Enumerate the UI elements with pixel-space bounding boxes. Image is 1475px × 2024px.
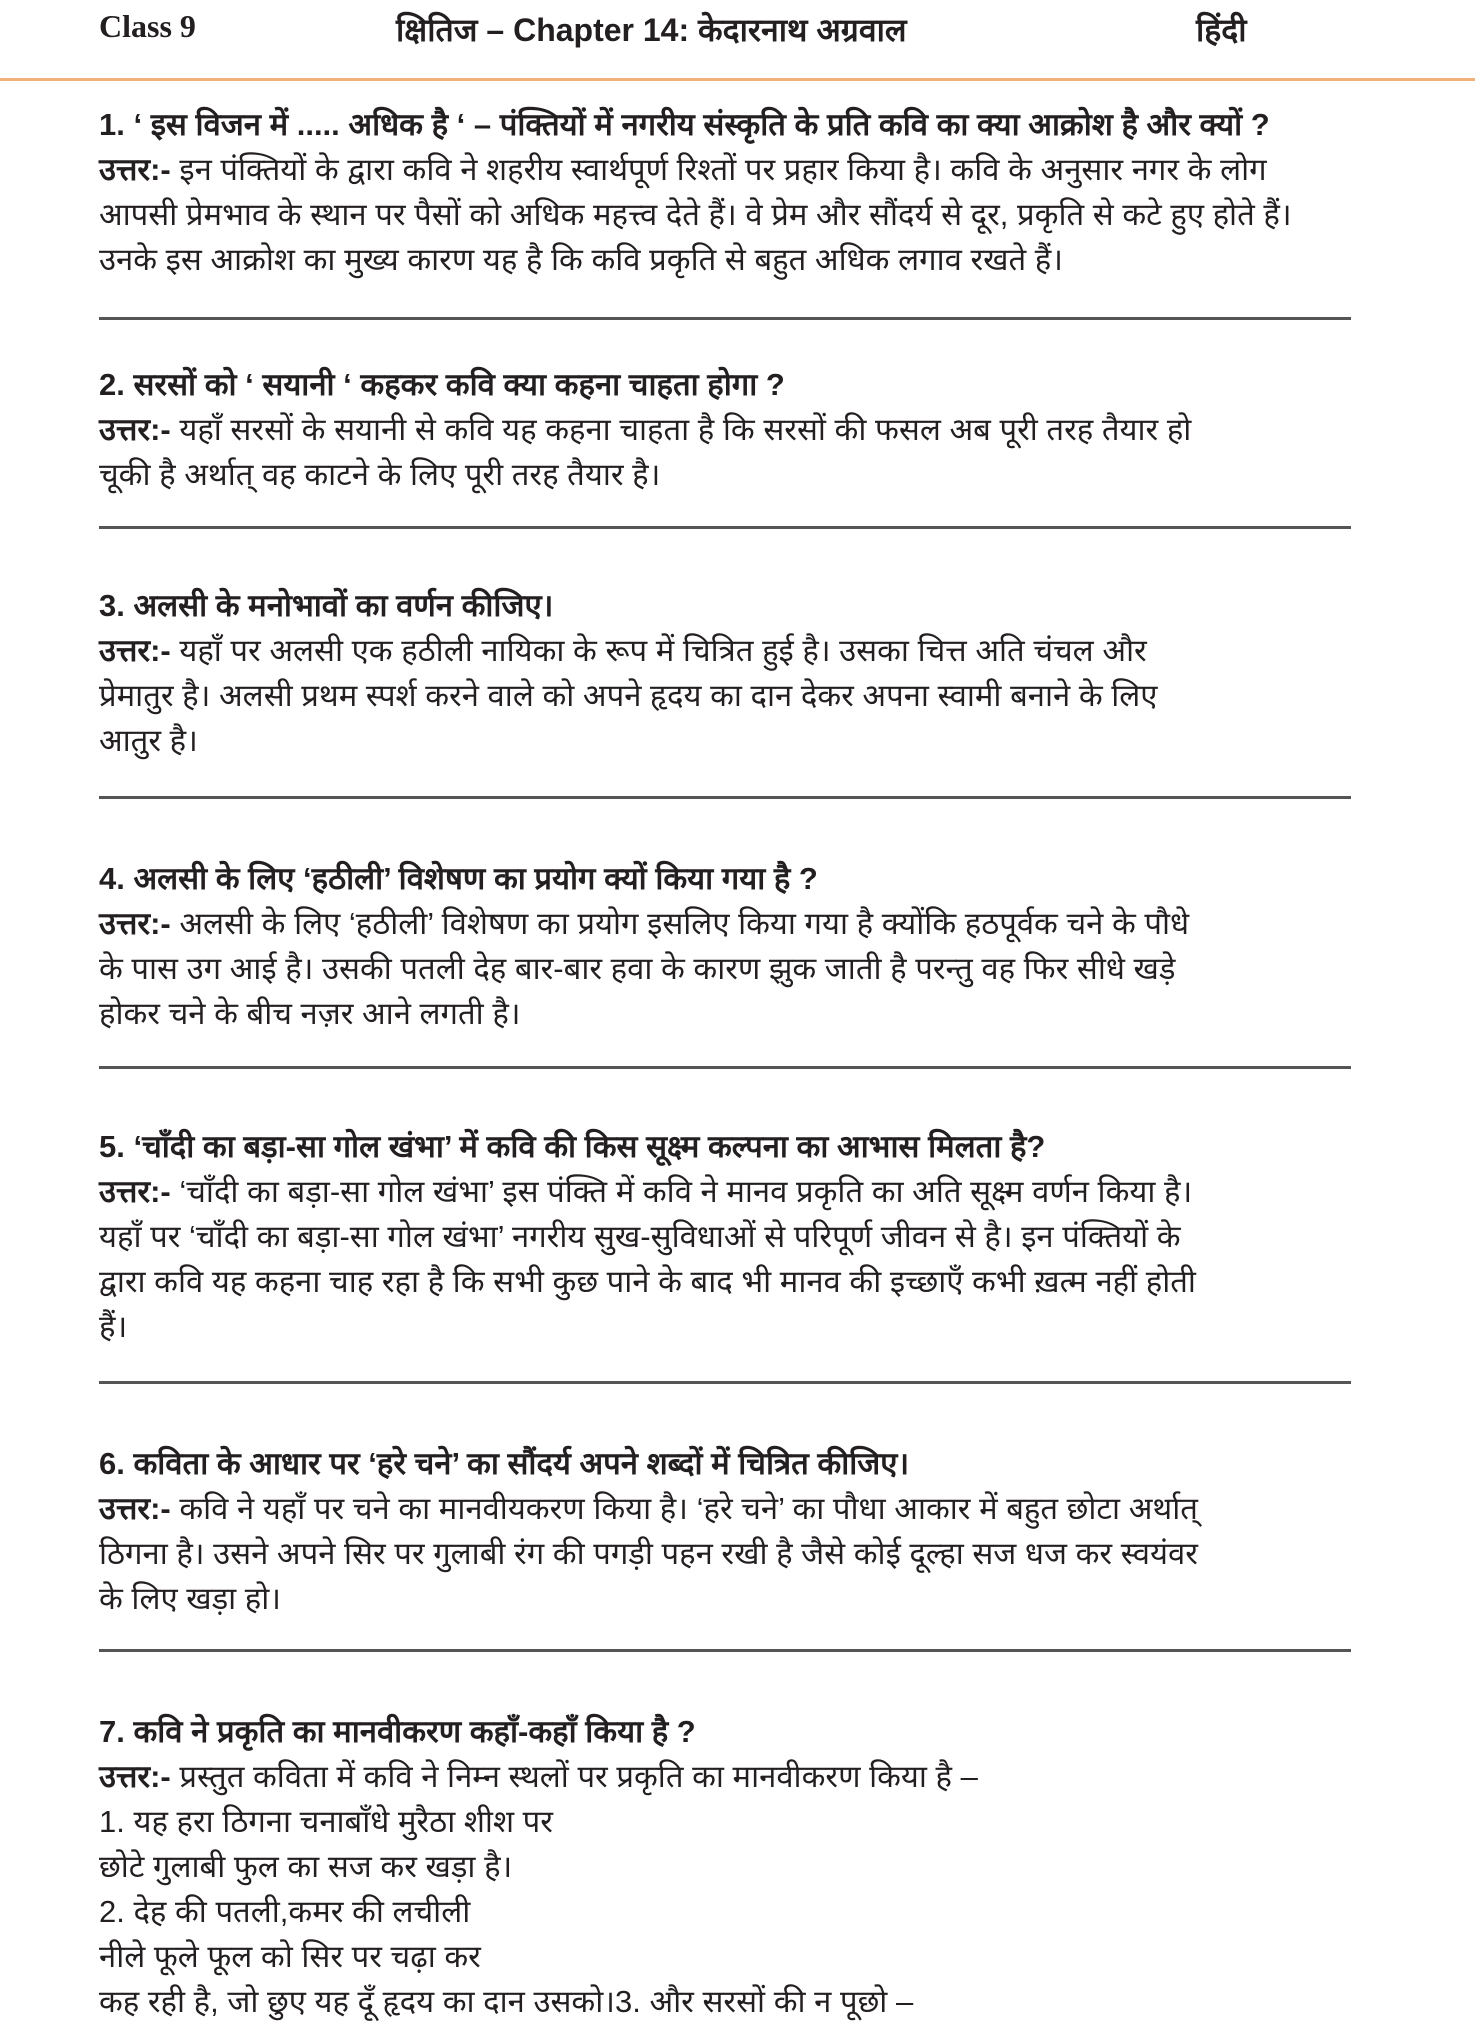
question-text: 7. कवि ने प्रकृति का मानवीकरण कहाँ-कहाँ किया है ? <box>99 1714 696 1749</box>
header-subject: हिंदी <box>1196 12 1247 48</box>
answer-line <box>99 901 1359 946</box>
header-class: Class 9 <box>99 8 196 44</box>
question-text: 4. अलसी के लिए ‘हठीली’ विशेषण का प्रयोग क्यों किया गया है ? <box>99 861 818 896</box>
answer-line: 2. देह की पतली,कमर की लचीली <box>99 1894 471 1929</box>
answer-text: यहाँ सरसों के सयानी से कवि यह कहना चाहता है कि सरसों की फसल अब पूरी तरह तैयार हो <box>170 412 1192 447</box>
section-divider <box>99 1381 1351 1384</box>
answer-text: कवि ने यहाँ पर चने का मानवीयकरण किया है। ‘हरे चने’ का पौधा आकार में बहुत छोटा अर्थात् <box>170 1491 1198 1526</box>
question-block <box>99 583 1359 763</box>
answer-text: प्रस्तुत कविता में कवि ने निम्न स्थलों पर प्रकृति का मानवीकरण किया है – <box>170 1759 978 1794</box>
question-text: 5. ‘चाँदी का बड़ा-सा गोल खंभा’ में कवि की किस सूक्ष्म कल्पना का आभास मिलता है? <box>99 1129 1046 1164</box>
answer-line: नीले फूले फूल को सिर पर चढ़ा कर <box>99 1939 481 1974</box>
answer-line: उनके इस आक्रोश का मुख्य कारण यह है कि कवि प्रकृति से बहुत अधिक लगाव रखते हैं। <box>99 242 1063 277</box>
answer-line <box>99 1754 1359 1799</box>
answer-line: चूकी है अर्थात् वह काटने के लिए पूरी तरह तैयार है। <box>99 457 661 492</box>
answer-line: हैं। <box>99 1309 128 1344</box>
question-block <box>99 362 1359 497</box>
answer-label: उत्तर:- <box>99 633 171 668</box>
section-divider <box>99 526 1351 529</box>
answer-line: ठिगना है। उसने अपने सिर पर गुलाबी रंग की पगड़ी पहन रखी है जैसे कोई दूल्हा सज धज कर स्वयंवर <box>99 1536 1198 1571</box>
section-divider <box>99 317 1351 320</box>
answer-label: उत्तर:- <box>99 1759 171 1794</box>
section-divider <box>99 1066 1351 1069</box>
answer-line <box>99 628 1359 673</box>
answer-line <box>99 1169 1359 1214</box>
question-block <box>99 1709 1359 2024</box>
answer-line: आपसी प्रेमभाव के स्थान पर पैसों को अधिक महत्त्व देते हैं। वे प्रेम और सौंदर्य से दूर, प्रकृति से कटे हुए होते हैं। <box>99 197 1292 232</box>
answer-text: ‘चाँदी का बड़ा-सा गोल खंभा’ इस पंक्ति में कवि ने मानव प्रकृति का अति सूक्ष्म वर्णन किया है। <box>170 1174 1193 1209</box>
answer-label: उत्तर:- <box>99 152 171 187</box>
section-divider <box>99 796 1351 799</box>
section-divider <box>99 1649 1351 1652</box>
answer-line: होकर चने के बीच नज़र आने लगती है। <box>99 996 521 1031</box>
question-block <box>99 1441 1359 1621</box>
question-block <box>99 102 1359 282</box>
answer-line: कह रही है, जो छुए यह दूँ हृदय का दान उसको।3. और सरसों की न पूछो – <box>99 1984 914 2019</box>
answer-line: प्रेमातुर है। अलसी प्रथम स्पर्श करने वाले को अपने हृदय का दान देकर अपना स्वामी बनाने के लिए <box>99 678 1158 713</box>
answer-line: छोटे गुलाबी फुल का सज कर खड़ा है। <box>99 1849 513 1884</box>
answer-label: उत्तर:- <box>99 906 171 941</box>
answer-line: द्वारा कवि यह कहना चाह रहा है कि सभी कुछ पाने के बाद भी मानव की इच्छाएँ कभी ख़त्म नहीं होती <box>99 1264 1196 1299</box>
question-block <box>99 856 1359 1036</box>
answer-text: इन पंक्तियों के द्वारा कवि ने शहरीय स्वार्थपूर्ण रिश्तों पर प्रहार किया है। कवि के अनुसार नगर के लोग <box>170 152 1267 187</box>
answer-line: 1. यह हरा ठिगना चनाबाँधे मुरैठा शीश पर <box>99 1804 553 1839</box>
answer-line: के लिए खड़ा हो। <box>99 1581 282 1616</box>
question-text: 6. कविता के आधार पर ‘हरे चने’ का सौंदर्य अपने शब्दों में चित्रित कीजिए। <box>99 1446 910 1481</box>
answer-label: उत्तर:- <box>99 1491 171 1526</box>
answer-line: के पास उग आई है। उसकी पतली देह बार-बार हवा के कारण झुक जाती है परन्तु वह फिर सीधे खड़े <box>99 951 1176 986</box>
question-text: 1. ‘ इस विजन में ..... अधिक है ‘ – पंक्तियों में नगरीय संस्कृति के प्रति कवि का क्या आक्रोश है और क्यों ? <box>99 107 1270 142</box>
answer-line <box>99 407 1359 452</box>
answer-line: आतुर है। <box>99 723 198 758</box>
header-title: क्षितिज – Chapter 14: केदारनाथ अग्रवाल <box>396 12 907 48</box>
answer-line <box>99 1486 1359 1531</box>
question-block <box>99 1124 1359 1349</box>
answer-label: उत्तर:- <box>99 1174 171 1209</box>
answer-text: यहाँ पर अलसी एक हठीली नायिका के रूप में चित्रित हुई है। उसका चित्त अति चंचल और <box>170 633 1147 668</box>
header-divider <box>0 78 1475 81</box>
answer-text: अलसी के लिए ‘हठीली’ विशेषण का प्रयोग इसलिए किया गया है क्योंकि हठपूर्वक चने के पौधे <box>170 906 1190 941</box>
answer-label: उत्तर:- <box>99 412 171 447</box>
answer-line: यहाँ पर ‘चाँदी का बड़ा-सा गोल खंभा’ नगरीय सुख-सुविधाओं से परिपूर्ण जीवन से है। इन पंक्तियों के <box>99 1219 1181 1254</box>
question-text: 2. सरसों को ‘ सयानी ‘ कहकर कवि क्या कहना चाहता होगा ? <box>99 367 785 402</box>
question-text: 3. अलसी के मनोभावों का वर्णन कीजिए। <box>99 588 554 623</box>
answer-line <box>99 147 1359 192</box>
